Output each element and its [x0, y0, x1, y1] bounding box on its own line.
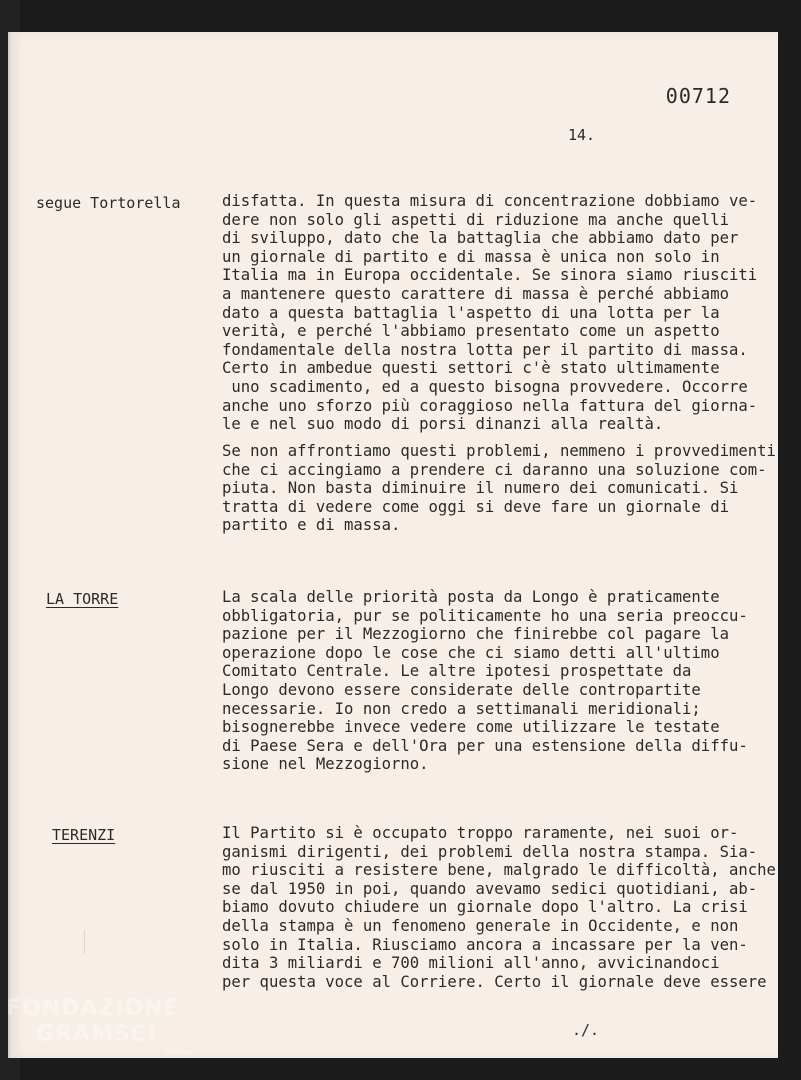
speaker-terenzi: TERENZI: [52, 826, 116, 844]
paragraph-tortorella-1: disfatta. In questa misura di concentrazione dobbiamo ve- dere non solo gli aspetti di riduzione ma anche quelli di sviluppo, dato che la battaglia che abbiamo dato per un giornale di partito e di massa è unica non solo in Italia ma in Europa occidentale. Se sinora siamo riusciti a mantenere questo carattere di massa è perché abbiamo dato a questa battaglia l'aspetto di una lotta per la verità, e perché l'abbiamo presentato come un aspetto fondamentale della nostra lotta per il partito di massa. Certo in ambedue questi settori c'è stato ultimamente uno scadimento, ed a questo bisogna provvedere. Occorre anche uno sforzo più coraggioso nella fattura del giorna- le e nel suo modo di porsi dinanzi alla realtà.: [222, 192, 758, 434]
watermark-line-3: onlus: [166, 1048, 194, 1058]
speaker-la-torre: LA TORRE: [46, 590, 119, 608]
page-number: 14.: [568, 126, 596, 144]
paragraph-la-torre: La scala delle priorità posta da Longo è praticamente obbligatoria, pur se politicamente ho una seria preoccu- pazione per il Mezzogiorno che finirebbe col pagare la operazione dopo le cose che ci siamo detti all'ultimo Comitato Centrale. Le altre ipotesi prospettate da Longo devono essere considerate delle contropartite necessarie. Io non credo a settimanali meridionali; bisognerebbe invece vedere come utilizzare le testate di Paese Sera e dell'Ora per una estensione della diffu- sione nel Mezzogiorno.: [222, 588, 748, 774]
margin-mark: [84, 930, 125, 954]
speaker-tortorella: segue Tortorella: [36, 194, 181, 212]
paragraph-tortorella-2: Se non affrontiamo questi problemi, nemmeno i provvedimenti che ci accingiamo a prendere ci daranno una soluzione com- piuta. Non basta diminuire il numero dei comunicati. Si tratta di vedere come oggi si deve fare un giornale di partito e di massa.: [222, 442, 776, 535]
watermark-line-1: FONDAZIONE: [6, 996, 180, 1021]
paragraph-terenzi: Il Partito si è occupato troppo raramente, nei suoi or- ganismi dirigenti, dei problemi della nostra stampa. Sia- mo riusciti a resistere bene, malgrado le difficoltà, anche se dal 1950 in poi, quando avevamo sedici quotidiani, ab- biamo dovuto chiudere un giornale dopo l'altro. La crisi della stampa è un fenomeno generale in Occidente, e non solo in Italia. Riusciamo ancora a incassare per la ven- dita 3 miliardi e 700 milioni all'anno, avvicinandoci per questa voce al Corriere. Certo il giornale deve essere: [222, 824, 776, 991]
watermark-line-2: GRAMSCI: [36, 1022, 158, 1047]
continuation-mark: ./.: [572, 1021, 600, 1039]
fondazione-gramsci-watermark: [6, 996, 193, 1058]
document-number: 00712: [665, 84, 731, 108]
